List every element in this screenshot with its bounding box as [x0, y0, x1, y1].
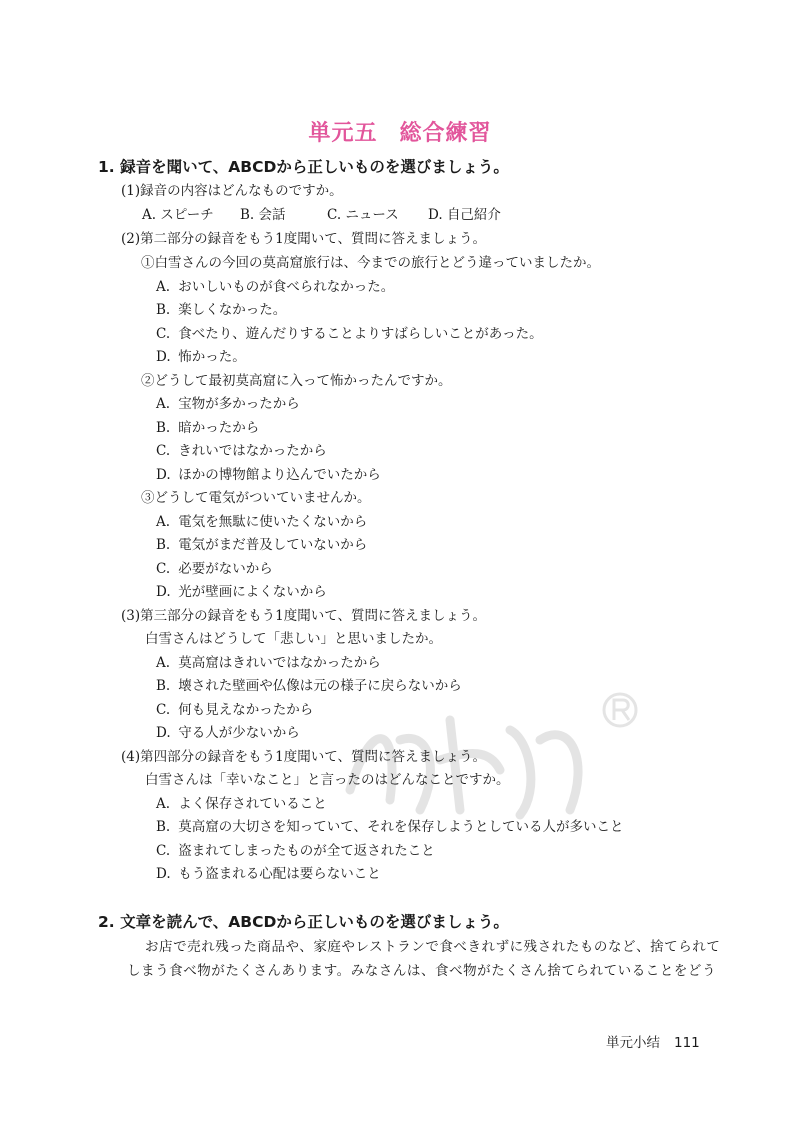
option-letter: B. — [156, 302, 171, 318]
q1-sub3-text: 第三部分の録音をもう1度聞いて、質問に答えましょう。 — [140, 608, 486, 624]
q1-sub1 — [121, 182, 343, 200]
q1-sub2-label: (2) — [121, 231, 141, 247]
q1-sub1-choice-a — [142, 206, 240, 224]
q1-sub2-text: 第二部分の録音をもう1度聞いて、質問に答えましょう。 — [140, 231, 486, 247]
footer-section: 単元小结 — [606, 1035, 660, 1051]
option-letter: A. — [156, 514, 171, 530]
q1-sub2-q1-option-c — [156, 325, 543, 343]
choice-letter: D. — [428, 207, 443, 223]
q1-sub2-q1-option-b — [156, 301, 286, 319]
choice-letter: B. — [240, 207, 255, 223]
q2-paragraph-line-2: しまう食べ物がたくさんあります。みなさんは、食べ物がたくさん捨てられていることをどう — [127, 963, 717, 979]
option-letter: A. — [156, 279, 171, 295]
q1-sub2-question-2: ②どうして最初莫高窟に入って怖かったんですか。 — [141, 373, 452, 389]
option-letter: C. — [156, 702, 171, 718]
q1-sub3 — [121, 607, 486, 625]
option-letter: B. — [156, 678, 171, 694]
option-text: 暗かったから — [178, 420, 260, 436]
q1-sub1-text: 録音の内容はどんなものですか。 — [140, 183, 343, 199]
option-letter: B. — [156, 819, 171, 835]
option-text: 莫高窟の大切さを知っていて、それを保存しようとしている人が多いこと — [178, 819, 624, 835]
option-letter: B. — [156, 537, 171, 553]
q1-sub3-option-d — [156, 724, 300, 742]
q2-instruction: 文章を読んで、ABCDから正しいものを選びましょう。 — [120, 913, 509, 931]
option-text: よく保存されていること — [178, 796, 327, 812]
q1-sub3-label: (3) — [121, 608, 141, 624]
choice-text: 会話 — [258, 207, 286, 223]
option-letter: C. — [156, 443, 171, 459]
option-text: 莫高窟はきれいではなかったから — [178, 655, 381, 671]
q1-number: 1. — [98, 158, 115, 176]
q1-sub1-choice-d — [428, 206, 501, 224]
option-text: 食べたり、遊んだりすることよりすばらしいことがあった。 — [178, 326, 543, 342]
q1-sub2-q2-option-a — [156, 395, 300, 413]
option-letter: D. — [156, 725, 171, 741]
choice-letter: A. — [142, 207, 157, 223]
option-letter: D. — [156, 349, 171, 365]
choice-text: ニュース — [345, 207, 399, 223]
q1-sub1-choice-c — [327, 206, 428, 224]
option-text: 光が壁画によくないから — [178, 584, 327, 600]
q1-sub3-question: 白雪さんはどうして「悲しい」と思いましたか。 — [145, 631, 442, 647]
page-number: 111 — [674, 1035, 700, 1051]
option-text: ほかの博物館より込んでいたから — [178, 467, 381, 483]
option-text: 壊された壁画や仏像は元の様子に戻らないから — [178, 678, 462, 694]
option-text: きれいではなかったから — [178, 443, 327, 459]
q1-sub3-option-a — [156, 654, 381, 672]
q1-heading — [98, 157, 509, 177]
q1-sub1-choices — [142, 206, 501, 224]
option-letter: D. — [156, 866, 171, 882]
choice-letter: C. — [327, 207, 342, 223]
q1-sub2 — [121, 230, 486, 248]
unit-title-part2: 総合練習 — [399, 121, 492, 146]
option-text: 電気を無駄に使いたくないから — [178, 514, 368, 530]
q1-sub2-q1-option-a — [156, 278, 394, 296]
q1-sub2-q2-option-b — [156, 419, 259, 437]
choice-text: スピーチ — [160, 207, 214, 223]
option-letter: C. — [156, 843, 171, 859]
unit-title-part1: 単元五 — [308, 121, 378, 146]
option-text: おいしいものが食べられなかった。 — [178, 279, 395, 295]
watermark-seal-icon — [330, 680, 650, 830]
option-text: 守る人が少ないから — [178, 725, 300, 741]
q1-sub4-label: (4) — [121, 749, 141, 765]
q1-sub2-q3-option-a — [156, 513, 367, 531]
option-letter: D. — [156, 584, 171, 600]
page-footer — [606, 1031, 700, 1051]
option-text: 必要がないから — [178, 561, 273, 577]
option-text: 盗まれてしまったものが全て返されたこと — [178, 843, 435, 859]
q1-sub4-text: 第四部分の録音をもう1度聞いて、質問に答えましょう。 — [140, 749, 486, 765]
option-text: 怖かった。 — [178, 349, 246, 365]
q1-sub2-question-1: ①白雪さんの今回の莫高窟旅行は、今までの旅行とどう違っていましたか。 — [141, 255, 600, 271]
unit-title — [0, 116, 800, 147]
option-text: 何も見えなかったから — [178, 702, 314, 718]
option-letter: A. — [156, 396, 171, 412]
option-letter: B. — [156, 420, 171, 436]
q1-sub2-q3-option-c — [156, 560, 273, 578]
option-letter: A. — [156, 655, 171, 671]
q1-sub4-question: 白雪さんは「幸いなこと」と言ったのはどんなことですか。 — [145, 772, 510, 788]
option-text: 楽しくなかった。 — [178, 302, 287, 318]
option-letter: D. — [156, 467, 171, 483]
q1-instruction: 録音を聞いて、ABCDから正しいものを選びましょう。 — [120, 158, 509, 176]
q1-sub2-q2-option-d — [156, 466, 381, 484]
q1-sub2-q3-option-d — [156, 583, 327, 601]
q2-paragraph-line-1: お店で売れ残った商品や、家庭やレストランで食べきれずに残されたものなど、捨てられて — [145, 939, 721, 955]
option-text: 宝物が多かったから — [178, 396, 300, 412]
q1-sub2-question-3: ③どうして電気がついていませんか。 — [141, 490, 371, 506]
option-letter: C. — [156, 326, 171, 342]
option-letter: C. — [156, 561, 171, 577]
option-text: 電気がまだ普及していないから — [178, 537, 368, 553]
q1-sub1-label: (1) — [121, 183, 141, 199]
q1-sub3-option-c — [156, 701, 313, 719]
q1-sub4-option-a — [156, 795, 327, 813]
q2-heading — [98, 912, 509, 932]
option-text: もう盗まれる心配は要らないこと — [178, 866, 381, 882]
q1-sub2-q2-option-c — [156, 442, 327, 460]
q1-sub1-choice-b — [240, 206, 327, 224]
q1-sub4-option-d — [156, 865, 381, 883]
q1-sub4-option-c — [156, 842, 435, 860]
option-letter: A. — [156, 796, 171, 812]
q1-sub2-q3-option-b — [156, 536, 367, 554]
choice-text: 自己紹介 — [446, 207, 501, 223]
q1-sub2-q1-option-d — [156, 348, 246, 366]
q2-number: 2. — [98, 913, 115, 931]
